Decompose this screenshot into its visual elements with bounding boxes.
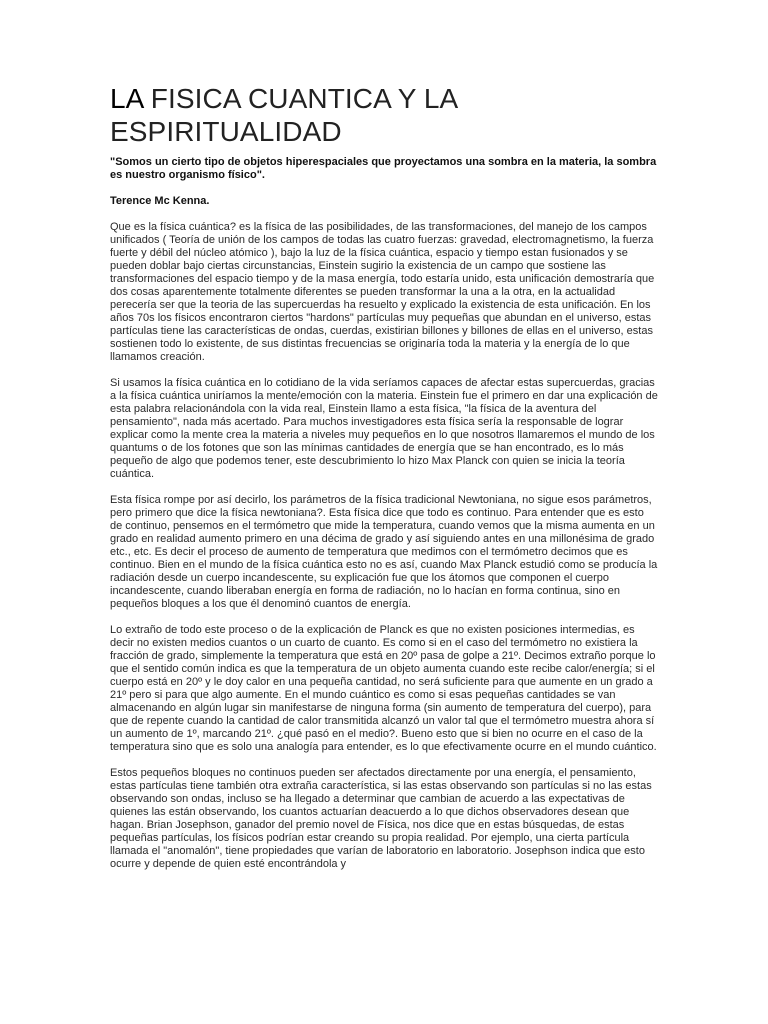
title-rest: FISICA CUANTICA Y LA ESPIRITUALIDAD — [110, 83, 457, 147]
epigraph-author: Terence Mc Kenna. — [110, 195, 210, 207]
paragraph-5: Estos pequeños bloques no continuos pueden ser afectados directamente por una energía, el pensamiento, estas partículas tiene también otra extraña característica, si las estas observando son partículas si no las estas observando son ondas, incluso se ha llegado a determinar que cambian de acuerdo a las expectativas de quienes las están observando, los cuantos actuarían deacuerdo a lo que dichos observadores desean que hagan. Brian Josephson, ganador del premio novel de Física, nos dice que en estas búsquedas, de estas pequeñas partículas, los físicos podrían estar creando su propia realidad. Por ejemplo, una cierta partícula llamada el "anomalón", tiene propiedades que varían de laboratorio en laboratorio. Josephson indica que esto ocurre y depende de quien esté encontrándola y — [110, 767, 652, 870]
document-title — [110, 82, 658, 148]
paragraph-2: Si usamos la física cuántica en lo cotidiano de la vida seríamos capaces de afectar estas supercuerdas, gracias a la física cuántica uniríamos la mente/emoción con la materia. Einstein fue el primero en dar una explicación de esta palabra relacionándola con la vida real, Einstein llamo a esta física, "la física de la aventura del pensamiento", nada más acertado. Para muchos investigadores esta física sería la responsable de lograr explicar como la mente crea la materia a niveles muy pequeños en lo que nosotros llamaremos el mundo de los quantums o de los fotones que son las mínimas cantidades de energía que se han encontrado, es lo más pequeño de algo que podemos tener, este descubrimiento lo hizo Max Planck con quien se inicia la teoría cuántica. — [110, 377, 658, 480]
paragraph-3: Esta física rompe por así decirlo, los parámetros de la física tradicional Newtoniana, no sigue esos parámetros, pero primero que dice la física newtoniana?. Esta física dice que todo es continuo. Para entender que es esto de continuo, pensemos en el termómetro que mide la temperatura, cuando vemos que la misma aumenta en un grado en realidad aumento primero en una décima de grado y así siguiendo antes en una millonésima de grado etc., etc. Es decir el proceso de aumento de temperatura que medimos con el termómetro decimos que es continuo. Bien en el mundo de la física cuántica esto no es así, cuando Max Planck estudió como se producía la radiación desde un cuerpo incandescente, su explicación fue que los átomos que componen el cuerpo incandescente, cuando liberaban energía en forma de radiación, no lo hacían en forma continua, sino en pequeños bloques a los que él denominó cuantos de energía. — [110, 494, 658, 610]
title-lead: LA — [110, 83, 143, 114]
paragraph-1: Que es la física cuántica? es la física de las posibilidades, de las transformaciones, del manejo de los campos unificados ( Teoría de unión de los campos de todas las cuatro fuerzas: gravedad, electromagnetismo, la fuerza fuerte y débil del núcleo atómico ), bajo la luz de la física cuántica, espacio y tiempo estan fusionados y se pueden doblar bajo ciertas circunstancias, Einstein sugirio la existencia de un campo que sostiene las transformaciones del espacio tiempo y de la masa energía, todo estaría unido, esta unificación demostraría que dos cosas aparentemente totalmente diferentes se pueden transformar la una a la otra, en la actualidad perecería ser que la teoria de las supercuerdas ha resuelto y explicado la existencia de esta unificación. En los años 70s los físicos encontraron ciertos "hardons" partículas muy pequeñas que abundan en el universo, estas partículas tiene las características de ondas, cuerdas, existirian billones y billones de ellas en el universo, estas sostienen todo lo existente, de sus distintas frecuencias se originaría toda la materia y la energía de lo que llamamos creación. — [110, 221, 655, 363]
paragraph-4: Lo extraño de todo este proceso o de la explicación de Planck es que no existen posiciones intermedias, es decir no existen medios cuantos o un cuarto de cuanto. Es como si en el caso del termómetro no existiera la fracción de grado, simplemente la temperatura que está en 20º pasa de golpe a 21º. Decimos extraño porque lo que el sentido común indica es que la temperatura de un objeto aumenta cuando este recibe calor/energía; si el cuerpo está en 20º y le doy calor en una pequeña cantidad, no será suficiente para que aumente en un grado a 21º pero si para que algo aumente. En el mundo cuántico es como si esas pequeñas cantidades se van almacenando en algún lugar sin manifestarse de ninguna forma (sin aumento de temperatura del cuerpo), para que de repente cuando la cantidad de calor transmitida alcanzó un valor tal que el termómetro muestra ahora sí un aumento de 1º, marcando 21º. ¿qué pasó en el medio?. Bueno esto que si bien no ocurre en el caso de la temperatura sino que es solo una analogía para entender, es lo que efectivamente ocurre en el mundo cuántico. — [110, 624, 657, 753]
document-page — [110, 82, 658, 884]
epigraph-quote: "Somos un cierto tipo de objetos hiperespaciales que proyectamos una sombra en la materia, la sombra es nuestro organismo físico". — [110, 156, 657, 181]
